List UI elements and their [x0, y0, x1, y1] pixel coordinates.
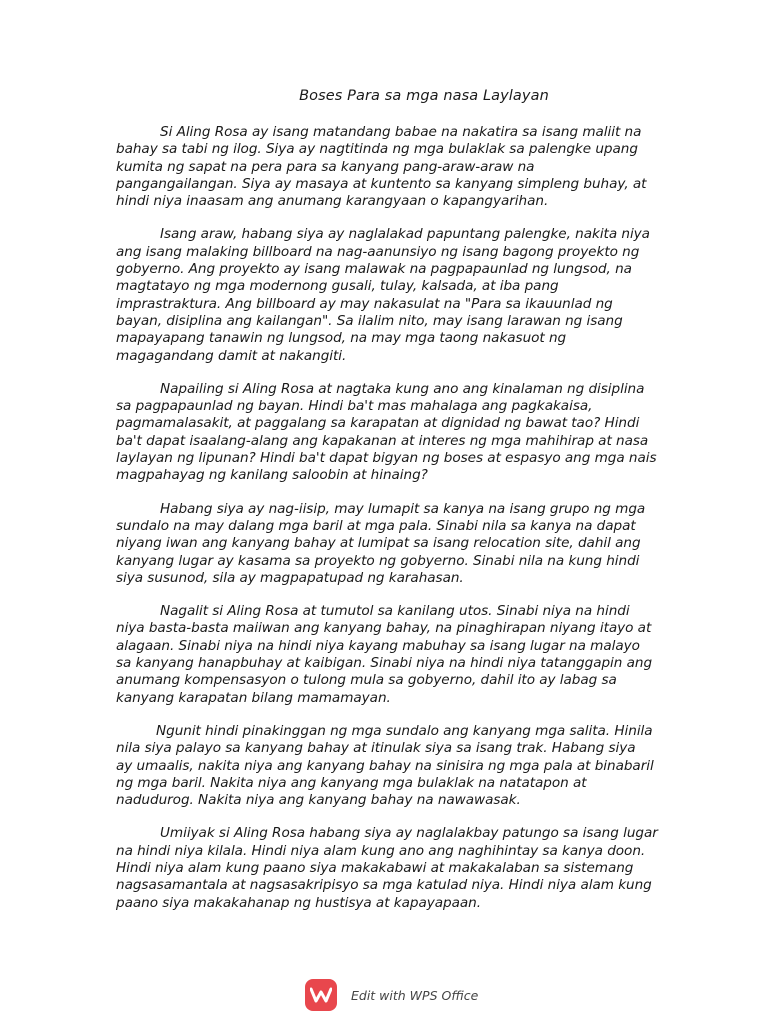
- text-line: na hindi niya kilala. Hindi niya alam kung ano ang naghihintay sa kanya doon.: [116, 842, 646, 859]
- text-line: nadudurog. Nakita niya ang kanyang bahay na nawawasak.: [116, 792, 521, 809]
- wps-watermark-text[interactable]: Edit with WPS Office: [351, 987, 479, 1003]
- text-line: bayan, disiplina ang kailangan". Sa ilalim nito, may isang larawan ng isang: [116, 312, 623, 329]
- text-line: kumita ng sapat na pera para sa kanyang pang-araw-araw na: [116, 158, 535, 175]
- text-line: hindi niya inaasam ang anumang karangyaan o kapangyarihan.: [116, 193, 549, 210]
- paragraph-7: [116, 825, 658, 911]
- text-line: niya basta-basta maiiwan ang kanyang bahay, na pinaghirapan niyang itayo at: [116, 620, 652, 637]
- text-line: siya susunod, sila ay magpapatupad ng karahasan.: [116, 569, 464, 586]
- text-line: anumang kompensasyon o tulong mula sa gobyerno, dahil ito ay labag sa: [116, 672, 617, 689]
- wps-watermark[interactable]: [305, 977, 478, 1013]
- text-line: mapayapang tanawin ng lungsod, na may mga taong nakasuot ng: [116, 330, 567, 347]
- text-line: sundalo na may dalang mga baril at mga pala. Sinabi nila sa kanya na dapat: [116, 517, 636, 534]
- text-line: Si Aling Rosa ay isang matandang babae na nakatira sa isang maliit na: [160, 124, 642, 140]
- text-line: Umiiyak si Aling Rosa habang siya ay naglalakbay patungo sa isang lugar: [160, 825, 658, 842]
- text-line: Napailing si Aling Rosa at nagtaka kung ano ang kinalaman ng disiplina: [160, 380, 645, 397]
- text-line: laylayan ng lipunan? Hindi ba't dapat bigyan ng boses at espasyo ang mga nais: [116, 450, 657, 467]
- text-line: imprastraktura. Ang billboard ay may nakasulat na "Para sa ikauunlad ng: [116, 295, 613, 312]
- text-line: ang isang malaking billboard na nag-aanunsiyo ng isang bagong proyekto ng: [116, 243, 640, 260]
- paragraph-6: [116, 723, 652, 809]
- text-line: nagsasamantala at nagsasakripisyo sa mga katulad niya. Hindi niya alam kung: [116, 877, 652, 894]
- paragraph-4: [116, 501, 652, 587]
- text-line: ng mga baril. Nakita niya ang kanyang mga bulaklak na natatapon at: [116, 774, 587, 791]
- text-line: magagandang damit at nakangiti.: [116, 347, 347, 364]
- text-line: Nagalit si Aling Rosa at tumutol sa kanilang utos. Sinabi niya na hindi: [160, 603, 630, 620]
- text-line: nila siya palayo sa kanyang bahay at itinulak siya sa isang trak. Habang siya: [116, 740, 636, 757]
- text-line: Habang siya ay nag-iisip, may lumapit sa kanya na isang grupo ng mga: [160, 500, 646, 517]
- text-line: kanyang lugar ay kasama sa proyekto ng gobyerno. Sinabi nila na kung hindi: [116, 552, 640, 569]
- text-line: gobyerno. Ang proyekto ay isang malawak na pagpapaunlad ng lungsod, na: [116, 261, 632, 278]
- text-line: sa pagpapaunlad ng bayan. Hindi ba't mas mahalaga ang pagkakaisa,: [116, 398, 593, 415]
- text-line: kanyang karapatan bilang mamamayan.: [116, 689, 391, 706]
- text-line: sa kanyang hanapbuhay at kaibigan. Sinabi niya na hindi niya tatanggapin ang: [116, 655, 653, 672]
- text-line: bahay sa tabi ng ilog. Siya ay nagtitinda ng mga bulaklak sa palengke upang: [116, 141, 638, 158]
- document-title: Boses Para sa mga nasa Laylayan: [299, 88, 549, 104]
- text-line: magpahayag ng kanilang saloobin at hinaing?: [116, 467, 428, 484]
- wps-logo-icon[interactable]: [305, 979, 337, 1011]
- text-line: Hindi niya alam kung paano siya makakabawi at makakalaban sa sistemang: [116, 859, 634, 876]
- text-line: paano siya makakahanap ng hustisya at kapayapaan.: [116, 894, 481, 911]
- paragraph-5: [116, 603, 652, 707]
- text-line: alagaan. Sinabi niya na hindi niya kayang mabuhay sa isang lugar na malayo: [116, 637, 640, 654]
- paragraph-3: [116, 380, 657, 485]
- text-line: magtatayo ng mga modernong gusali, tulay, kalsada, at iba pang: [116, 278, 559, 295]
- text-line: Isang araw, habang siya ay naglalakad papuntang palengke, nakita niya: [160, 226, 650, 243]
- text-line: pangangailangan. Siya ay masaya at kuntento sa kanyang simpleng buhay, at: [116, 175, 647, 192]
- text-line: ay umaalis, nakita niya ang kanyang bahay na sinisira ng mga pala at binabaril: [116, 757, 654, 774]
- text-line: Ngunit hindi pinakinggan ng mga sundalo ang kanyang mga salita. Hinila: [156, 722, 653, 739]
- text-line: niyang iwan ang kanyang bahay at lumipat sa isang relocation site, dahil ang: [116, 535, 641, 552]
- paragraph-1: [116, 124, 652, 210]
- paragraph-2: [116, 226, 652, 364]
- text-line: pagmamalasakit, at paggalang sa karapatan at dignidad ng bawat tao? Hindi: [116, 415, 640, 432]
- text-line: ba't dapat isaalang-alang ang kapakanan at interes ng mga mahihirap at nasa: [116, 432, 649, 449]
- document-body: [116, 124, 658, 928]
